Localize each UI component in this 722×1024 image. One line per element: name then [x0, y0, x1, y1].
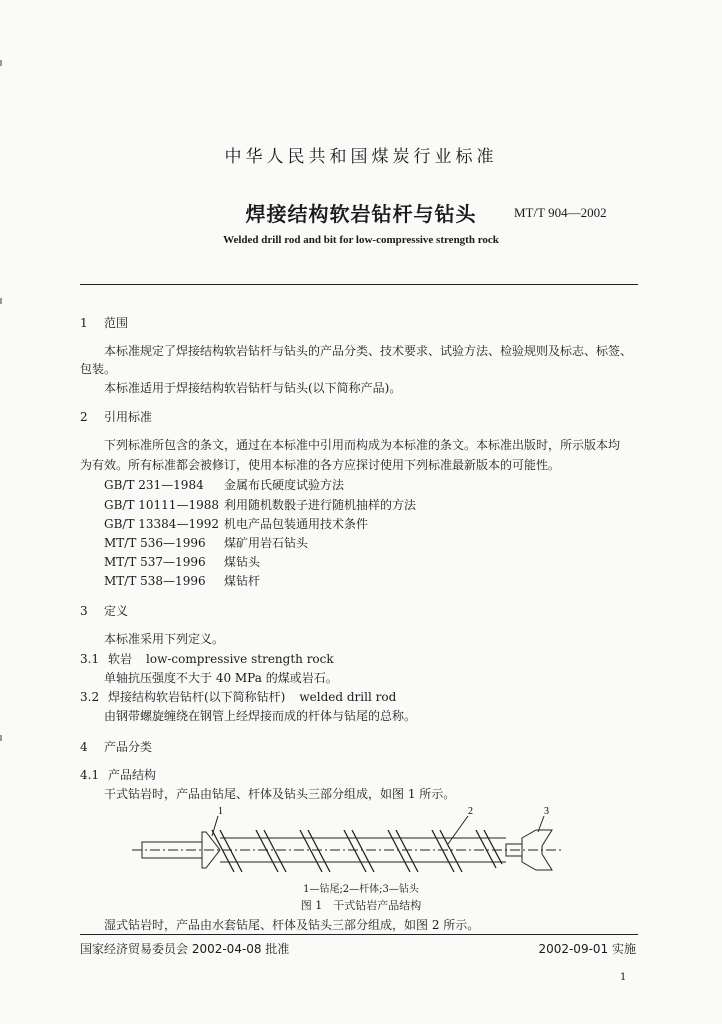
standard-code: MT/T 904—2002 [514, 205, 607, 220]
figure-caption: 图 1 干式钻岩产品结构 [300, 899, 422, 912]
effective-date: 2002-09-01 实施 [538, 942, 636, 956]
reference-item: GB/T 13384—1992 机电产品包装通用技术条件 [104, 517, 369, 531]
leader-line-2 [448, 816, 468, 844]
footer-rule [80, 934, 638, 935]
header-rule [80, 284, 638, 285]
paragraph: 本标准规定了焊接结构软岩钻杆与钻头的产品分类、技术要求、试验方法、检验规则及标志、标签、 [104, 344, 633, 358]
scan-mark [0, 298, 2, 304]
reference-item: GB/T 231—1984 金属布氏硬度试验方法 [104, 478, 345, 492]
definition-3-2-heading: 3.2 焊接结构软岩钻杆(以下简称钻杆) welded drill rod [80, 690, 397, 704]
page-number: 1 [620, 972, 627, 983]
helical-flight [212, 830, 502, 872]
section-4-heading: 4 产品分类 [80, 740, 153, 754]
reference-item: MT/T 538—1996 煤钻杆 [104, 574, 261, 588]
scan-mark [0, 735, 2, 741]
paragraph: 本标准采用下列定义。 [104, 632, 225, 646]
leader-line-1 [212, 816, 218, 836]
figure-legend: 1—钻尾;2—杆体;3—钻头 [303, 884, 419, 895]
figure-1-drill-rod-diagram [128, 802, 568, 882]
figure-label: 2 [468, 806, 473, 817]
section-3-heading: 3 定义 [80, 604, 129, 618]
paragraph: 包装。 [80, 362, 117, 376]
document-title-cn: 焊接结构软岩钻杆与钻头 [245, 202, 477, 226]
document-title-en: Welded drill rod and bit for low-compressive strength rock [223, 234, 499, 246]
reference-item: MT/T 537—1996 煤钻头 [104, 555, 261, 569]
figure-label: 3 [544, 806, 549, 817]
figure-label: 1 [218, 806, 223, 817]
definition-text: 单轴抗压强度不大于 40 MPa 的煤或岩石。 [104, 671, 338, 685]
paragraph: 本标准适用于焊接结构软岩钻杆与钻头(以下简称产品)。 [104, 381, 402, 395]
paragraph: 为有效。所有标准都会被修订，使用本标准的各方应探讨使用下列标准最新版本的可能性。 [80, 458, 561, 472]
reference-item: GB/T 10111—1988 利用随机数骰子进行随机抽样的方法 [104, 498, 417, 512]
scan-mark [0, 60, 2, 66]
section-2-heading: 2 引用标准 [80, 410, 153, 424]
paragraph: 湿式钻岩时，产品由水套钻尾、杆体及钻头三部分组成，如图 2 所示。 [104, 918, 480, 932]
approval-info: 国家经济贸易委员会 2002-04-08 批准 [80, 942, 290, 956]
paragraph: 干式钻岩时，产品由钻尾、杆体及钻头三部分组成，如图 1 所示。 [104, 787, 456, 801]
standard-org: 中华人民共和国煤炭行业标准 [224, 147, 498, 167]
paragraph: 下列标准所包含的条文，通过在本标准中引用而构成为本标准的条文。本标准出版时，所示版本均 [104, 438, 621, 452]
reference-item: MT/T 536—1996 煤矿用岩石钻头 [104, 536, 309, 550]
subsection-4-1-heading: 4.1 产品结构 [80, 768, 157, 782]
section-1-heading: 1 范围 [80, 316, 129, 330]
definition-3-1-heading: 3.1 软岩 low-compressive strength rock [80, 652, 334, 666]
definition-text: 由钢带螺旋缠绕在钢管上经焊接而成的杆体与钻尾的总称。 [104, 709, 417, 723]
